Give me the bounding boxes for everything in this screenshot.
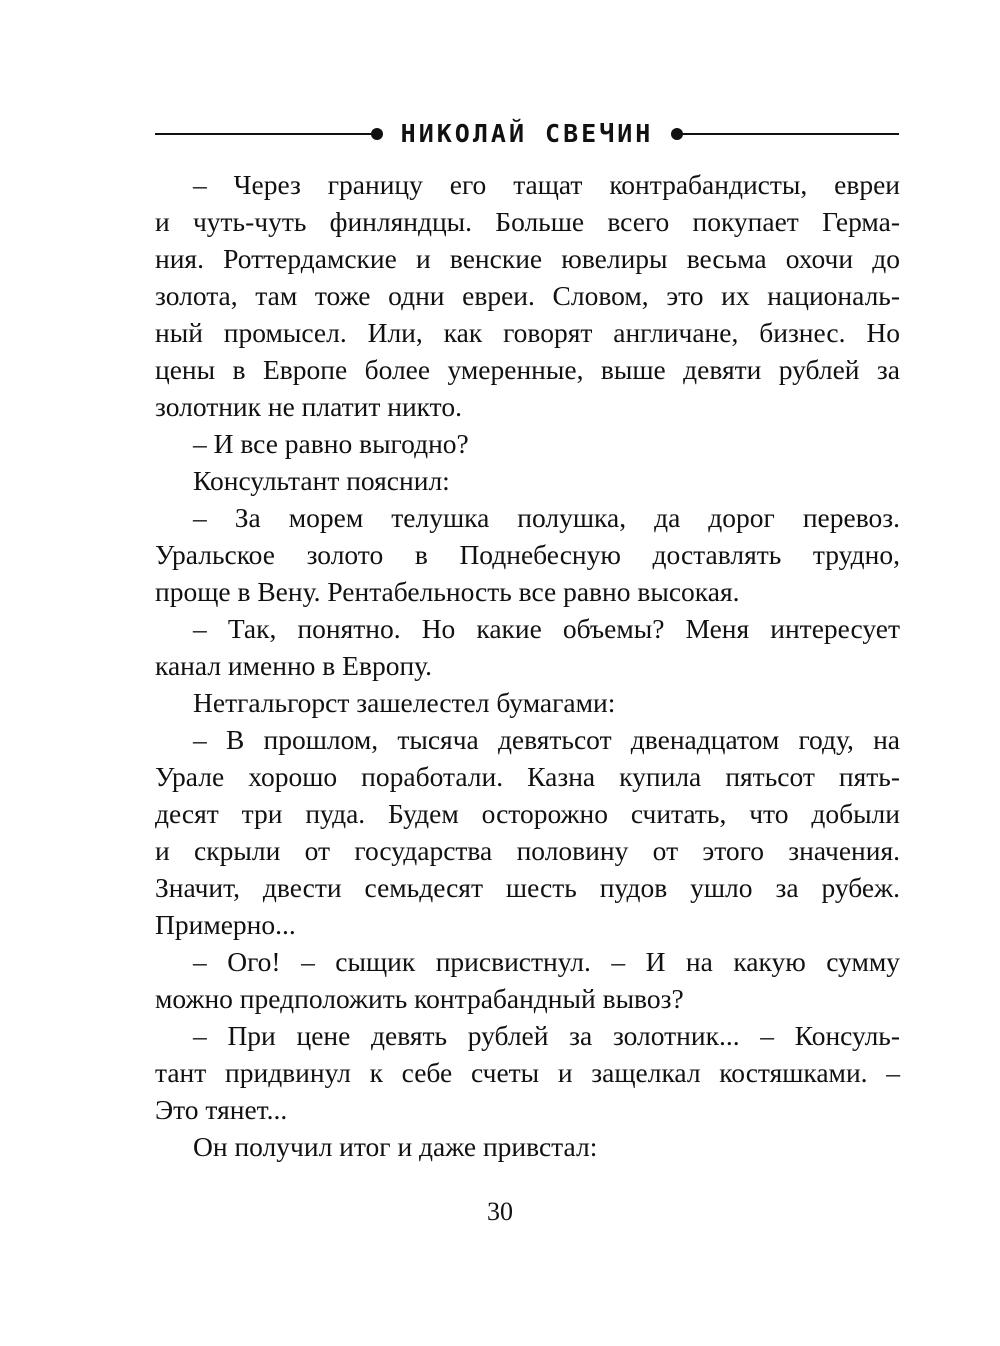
- text-line: золотник не платит никто.: [155, 391, 462, 422]
- text-line: Примерно...: [155, 909, 296, 940]
- body-text: [155, 166, 900, 1165]
- text-line: – Через границу его тащат контрабандисты, евреи: [193, 169, 900, 200]
- text-line: канал именно в Европу.: [155, 650, 433, 681]
- text-line: десят три пуда. Будем осторожно считать, что добыли: [155, 798, 900, 829]
- text-line: – Ого! – сыщик присвистнул. – И на какую сумму: [193, 946, 900, 977]
- header-rule-left: [155, 133, 375, 135]
- page-number: 30: [487, 1197, 513, 1226]
- text-line: можно предположить контрабандный вывоз?: [155, 983, 684, 1014]
- text-line: Нетгальгорст зашелестел бумагами:: [193, 687, 616, 718]
- text-line: ный промысел. Или, как говорят англичане, бизнес. Но: [155, 317, 900, 348]
- text-line: Это тянет...: [155, 1094, 288, 1125]
- text-line: Урале хорошо поработали. Казна купила пятьсот пять-: [155, 761, 900, 792]
- text-line: – В прошлом, тысяча девятьсот двенадцатом году, на: [193, 724, 900, 755]
- text-line: – Так, понятно. Но какие объемы? Меня интересует: [193, 613, 900, 644]
- text-line: и чуть-чуть финляндцы. Больше всего покупает Герма-: [155, 206, 900, 237]
- text-line: Консультант пояснил:: [193, 465, 450, 496]
- header-rule-right: [679, 133, 899, 135]
- text-line: золота, там тоже одни евреи. Словом, это их националь-: [155, 280, 900, 311]
- text-line: Он получил итог и даже привстал:: [193, 1131, 598, 1162]
- text-line: – За морем телушка полушка, да дорог перевоз.: [193, 502, 900, 533]
- header-bullet-left: [371, 128, 383, 140]
- text-line: Значит, двести семьдесят шесть пудов ушло за рубеж.: [155, 872, 900, 903]
- text-line: цены в Европе более умеренные, выше девяти рублей за: [155, 354, 900, 385]
- text-line: тант придвинул к себе счеты и защелкал костяшками. –: [155, 1057, 900, 1088]
- header-author: НИКОЛАЙ СВЕЧИН: [400, 119, 654, 148]
- text-line: ния. Роттердамские и венские ювелиры весьма охочи до: [155, 243, 900, 274]
- running-header: [155, 116, 899, 152]
- text-line: – И все равно выгодно?: [193, 428, 469, 459]
- text-line: Уральское золото в Поднебесную доставлять трудно,: [155, 539, 900, 570]
- text-line: и скрыли от государства половину от этого значения.: [155, 835, 900, 866]
- text-line: проще в Вену. Рентабельность все равно высокая.: [155, 576, 740, 607]
- text-line: – При цене девять рублей за золотник... – Консуль-: [193, 1020, 900, 1051]
